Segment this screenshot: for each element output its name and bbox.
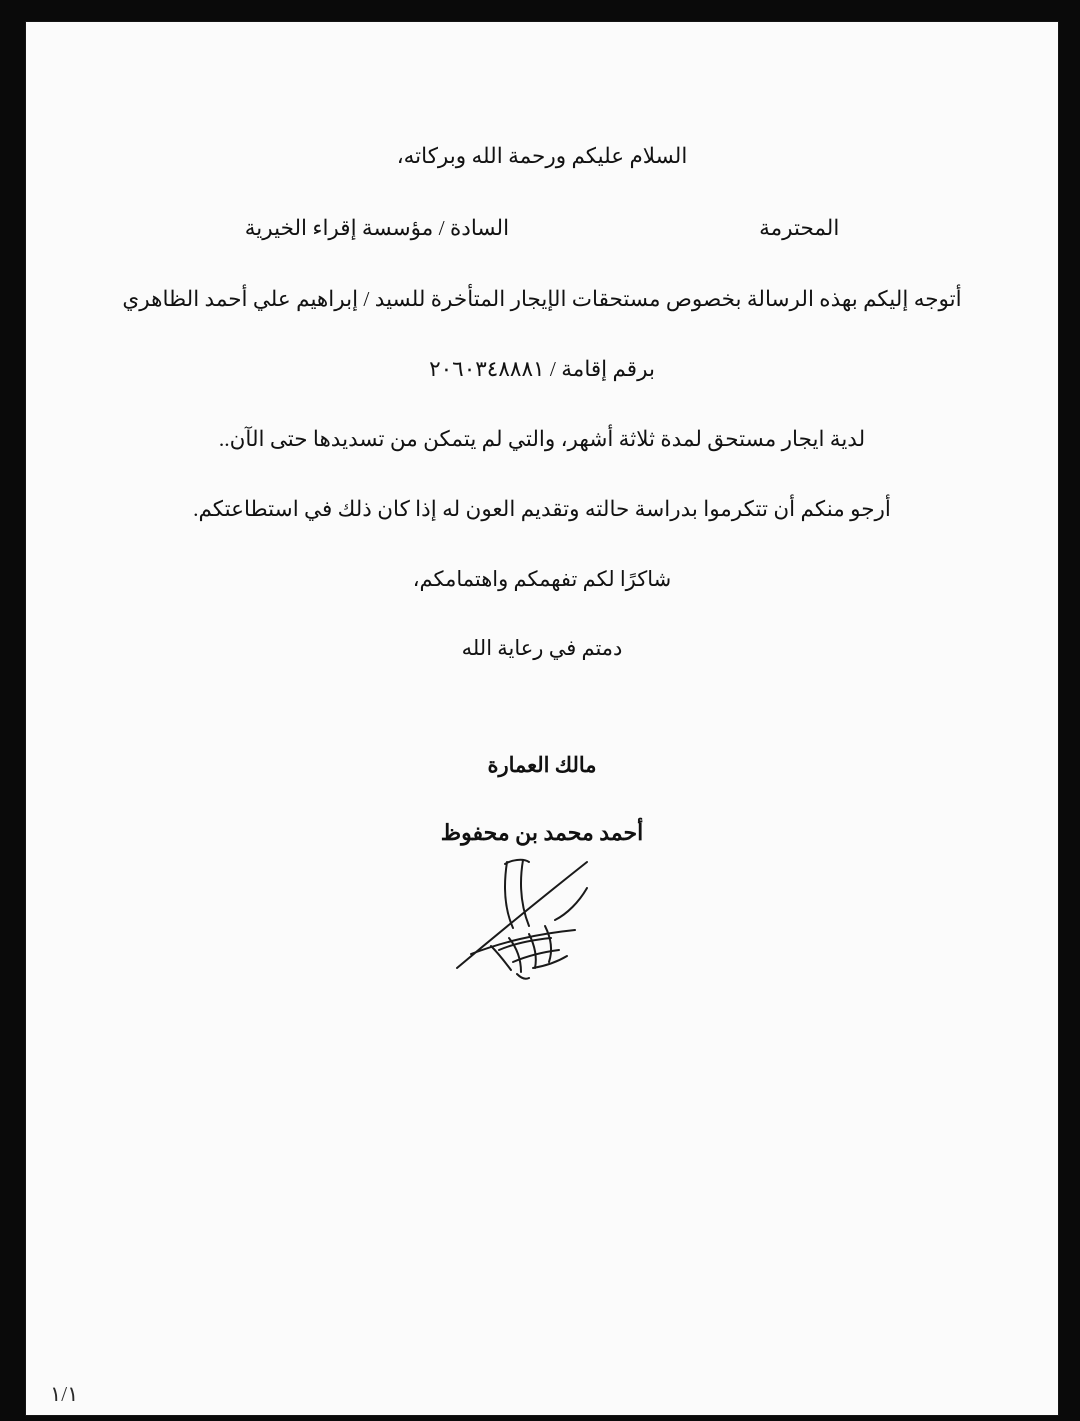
signer-title: مالك العمارة xyxy=(487,752,597,777)
body-paragraph-2: أرجو منكم أن تتكرموا بدراسة حالته وتقديم العون له إذا كان ذلك في استطاعتكم. xyxy=(193,497,891,522)
signature-icon xyxy=(26,850,1058,980)
body-paragraph-1: لدية ايجار مستحق لمدة ثلاثة أشهر، والتي لم يتمكن من تسديدها حتى الآن.. xyxy=(218,427,866,451)
addressee-respect-word: المحترمة xyxy=(759,216,840,241)
residency-id-line: برقم إقامة / ٢٠٦٠٣٤٨٨٨١ xyxy=(429,356,655,381)
letter-body xyxy=(26,22,1058,980)
closing-thanks-line: شاكرًا لكم تفهمكم واهتمامكم، xyxy=(412,566,672,591)
page-number: ١/١ xyxy=(50,1382,79,1406)
addressee-name: السادة / مؤسسة إقراء الخيرية xyxy=(244,216,510,241)
signer-name: أحمد محمد بن محفوظ xyxy=(440,819,644,845)
addressee-row xyxy=(26,212,1058,244)
subject-paragraph: أتوجه إليكم بهذه الرسالة بخصوص مستحقات الإيجار المتأخرة للسيد / إبراهيم علي أحمد الظاهري xyxy=(122,286,962,311)
salutation-line: السلام عليكم ورحمة الله وبركاته، xyxy=(396,144,688,168)
closing-blessing-line: دمتم في رعاية الله xyxy=(461,636,623,660)
document-page xyxy=(26,22,1058,1415)
signature-block xyxy=(26,753,1058,980)
